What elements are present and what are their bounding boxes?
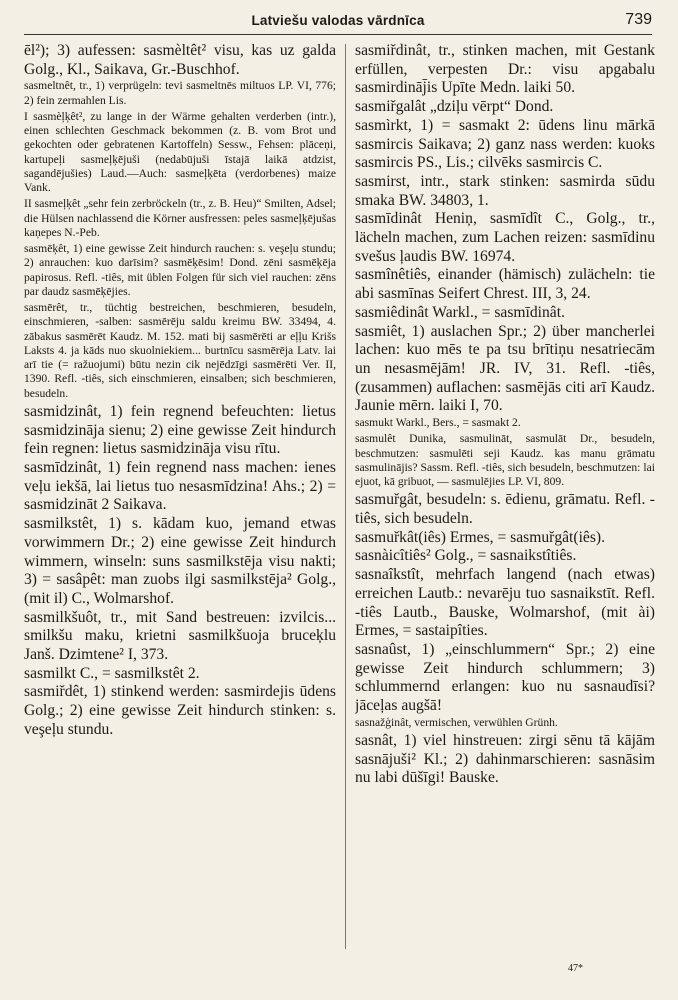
dictionary-entry: sasmidzinât, 1) fein regnend befeuchten: lietus sasmidzināja sienu; 2) eine gewisse Zeit hindurch fein regnen: lietus sasmidzināja visu rītu. [24, 402, 336, 458]
dictionary-entry: sasnàicîtiês² Golg., = sasnaikstîtiês. [355, 547, 577, 565]
dictionary-entry: I sasmèļķêt², zu lange in der Wärme gehalten verderben (intr.), einen schlechten Geschmack bekommen (z. B. vom Brot und gekochten oder gebratenen Kartoffeln) Sessw., Fehsen: plāceņi, kartupeļi sasmeļķējuši (nedabūjuši īstajā laikā atdzist, sagandējušies) Laud.—Auch: sasmeļķēta (verdorbenes) maize Vank. [24, 109, 336, 195]
dictionary-entry: sasmilkšuôt, tr., mit Sand bestreuen: izvilcis... smilkšu maku, krietni sasmilkšuoja bruceķlu Janš. Dzimtene² I, 373. [24, 608, 336, 664]
dictionary-entry: sasnažģinât, vermischen, verwühlen Grünh. [355, 715, 558, 729]
dictionary-entry: sasmērêt, tr., tüchtig bestreichen, beschmieren, besudeln, einschmieren, -salben: sasmērēju saldu kreimu BW. 33494, 4. zābakus sasmērēt Kaudz. M. 152. mati bij sasmērēti ar eļļu Krišs Laksts 4. ja kāds nuo skuolniekiem... burtnīcu sasmērēja Latv. lai arī tie (= ražuojumi) būtu nezin cik nejēdzīgi sasmērēti Ver. II, 1390. Refl. -tiês, sich einschmieren, einsalben; sich beschmieren, besudeln. [24, 301, 336, 400]
running-title: Latviešu valodas vārdnīca [251, 13, 425, 28]
dictionary-entry: sasmiřgalât „dziļu vērpt“ Dond. [355, 98, 554, 116]
page-number: 739 [625, 11, 652, 28]
dictionary-entry: sasnaûst, 1) „einschlummern“ Spr.; 2) eine gewisse Zeit hindurch schlummern; 3) schlummernd erlangen: kuo nu sasnaudīsi? jāceļas augšā! [355, 640, 655, 715]
dictionary-entry: sasnât, 1) viel hinstreuen: zirgi sēnu tā kājām sasnājuši² Kl.; 2) dahinmarschieren: sasnāsim nu labi dūšīgi! Bauske. [355, 732, 655, 787]
column-divider [345, 44, 346, 949]
dictionary-entry: sasnaîkstît, mehrfach langend (nach etwas) erreichen Lautb.: nevarēju tuo sasnaikstīt. Refl. -tiês Lautb., Bauske, Wolmarshof, (mit ài) Ermes, = sastaipîties. [355, 566, 655, 640]
dictionary-entry: sasmēķêt, 1) eine gewisse Zeit hindurch rauchen: s. veşeļu stundu; 2) anrauchen: kuo darīsim? sasmēķēsim! Dond. zēni sasmēķēja papirosus. Refl. -tiês, mit üblen Folgen für sich viel rauchen: zēns par daudz sasmēķējies. [24, 242, 336, 298]
dictionary-entry: sasmirst, intr., stark stinken: sasmirda sūdu smaka BW. 34803, 1. [355, 172, 655, 209]
dictionary-entry: sasmiêt, 1) auslachen Spr.; 2) über mancherlei lachen: kuo mēs te pa tsu brītiņu nesatriecām un nesasmējām! JR. IV, 31. Refl. -tiês, (zusammen) auflachen: sasmējās citi arī Kaudz. Jaunie mērn. laiki I, 70. [355, 322, 655, 415]
dictionary-entry: sasmînêtiês, einander (hämisch) zulächeln: tie abi sasmīnas Seifert Chrest. III, 3, 24. [355, 266, 655, 303]
signature-mark: 47* [568, 963, 583, 974]
dictionary-entry: sasmīdzinât, 1) fein regnend nass machen: ienes veļu iekšā, lai lietus tuo nesasmīdzina! Ahs.; 2) = sasmidzināt 2 Saikava. [24, 459, 336, 514]
dictionary-entry: ēl²); 3) aufessen: sasmèltêt² visu, kas uz galda Golg., Kl., Saikava, Gr.-Buschhof. [24, 42, 336, 78]
dictionary-entry: sasmeltnêt, tr., 1) verprügeln: tevi sasmeltnēs miltuos LP. VI, 776; 2) fein zermahlen Lis. [24, 79, 336, 107]
dictionary-entry: sasmukt Warkl., Bers., = sasmakt 2. [355, 416, 521, 430]
page-header [24, 8, 652, 35]
dictionary-entry: sasmilkt C., = sasmilkstêt 2. [24, 664, 200, 682]
left-column [24, 42, 336, 932]
dictionary-entry: sasmiřdinât, tr., stinken machen, mit Gestank erfüllen, verpesten Dr.: visu apgabalu sasmirdināj̄is Upīte Medn. laiki 50. [355, 42, 655, 97]
dictionary-entry: sasmìrkt, 1) = sasmakt 2: ūdens linu mārkā sasmircis Saikava; 2) ganz nass werden: kuoks sasmircis PS., Lis.; cilvēks sasmircis C. [355, 116, 655, 172]
dictionary-entry: II sasmeļķêt „sehr fein zerbröckeln (tr., z. B. Heu)“ Smilten, Adsel; die Hülsen nachlassend die Körner ausfressen: peles sasmeļķējušas kaņepes N.-Peb. [24, 197, 336, 239]
dictionary-entry: sasmuřgât, besudeln: s. ēdienu, grāmatu. Refl. -tiês, sich besudeln. [355, 491, 655, 528]
dictionary-entry: sasmīdinât Heniņ, sasmīdît C., Golg., tr., lächeln machen, zum Lachen reizen: sasmīdinu svešus ļaudis BW. 16974. [355, 210, 655, 265]
dictionary-entry: sasmiřdêt, 1) stinkend werden: sasmirdejis ūdens Golg.; 2) eine gewisse Zeit hindurch stinken: s. veşeļu stundu. [24, 683, 336, 738]
right-column [355, 42, 655, 932]
dictionary-entry: sasmuřkât(iês) Ermes, = sasmuřgât(iês). [355, 528, 605, 546]
dictionary-entry: sasmulêt Dunika, sasmulināt, sasmulāt Dr., besudeln, beschmutzen: sasmulēti seji Kaudz. kas manu grāmatu sasmulinājis? Sassm. Refl. -tiês, sich besudeln, beschmutzen: lai ejuot, kā gribuot, — sasmulējies LP. VI, 809. [355, 432, 655, 489]
dictionary-entry: sasmilkstêt, 1) s. kādam kuo, jemand etwas vorwimmern Dr.; 2) eine gewisse Zeit hindurch wimmern, winseln: suns sasmilkstēja visu nakti; 3) = sasâpêt: man zuobs ilgi sasmilkstēja² Golg., (mit il) C., Wolmarshof. [24, 515, 336, 607]
dictionary-entry: sasmiêdinât Warkl., = sasmīdinât. [355, 303, 565, 321]
